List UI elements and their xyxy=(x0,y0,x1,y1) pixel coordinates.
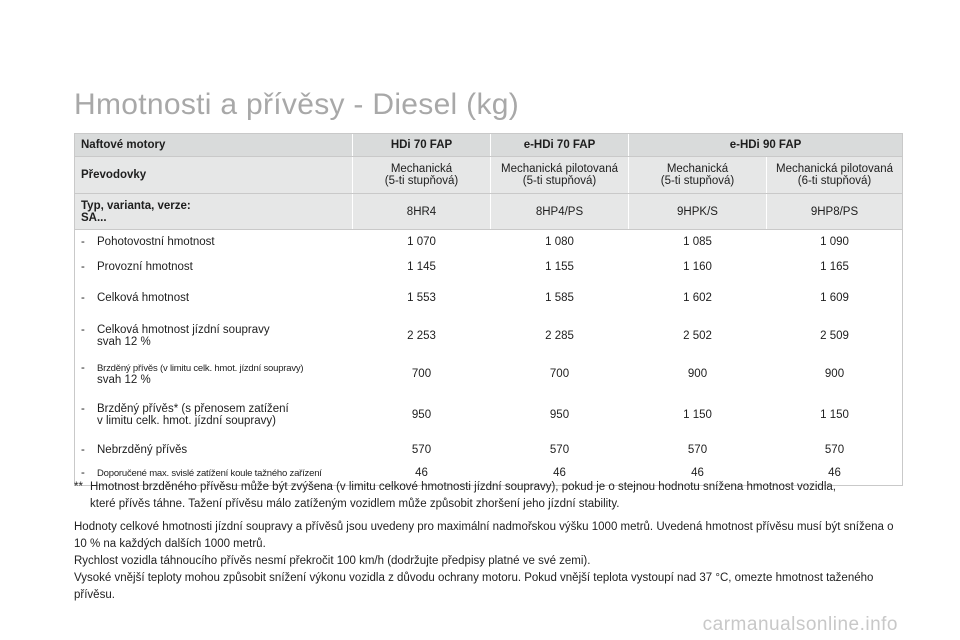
table-row xyxy=(75,438,903,462)
table-cell: 1 090 xyxy=(767,230,903,254)
table-cell: 1 070 xyxy=(353,230,491,254)
engine-header: HDi 70 FAP xyxy=(353,134,491,157)
table-row xyxy=(75,254,903,280)
table-cell: 900 xyxy=(629,356,767,392)
gearbox-cell: Mechanická pilotovaná (5-ti stupňová) xyxy=(491,157,629,194)
type-cell: 9HPK/S xyxy=(629,194,767,230)
footnote-line-2: které přívěs táhne. Tažení přívěsu málo zatíženým vozidlem může způsobit zhoršení jeho jízdní stability. xyxy=(90,498,620,510)
table-cell: 46 xyxy=(491,462,629,486)
engine-header: e-HDi 90 FAP xyxy=(629,134,903,157)
table-cell: 900 xyxy=(767,356,903,392)
table-cell: 1 155 xyxy=(491,254,629,280)
weights-table xyxy=(74,133,903,486)
table-header-row xyxy=(75,134,903,157)
table-cell: 570 xyxy=(353,438,491,462)
table-cell: 950 xyxy=(353,392,491,438)
footnote-line-1: Hmotnost brzděného přívěsu může být zvýšena (v limitu celkové hmotnosti jízdní soupravy), pokud je o stejnou hodnotu snížena hmotnost vozidla, xyxy=(90,481,836,493)
note-paragraph: Hodnoty celkové hmotnosti jízdní soupravy a přívěsů jsou uvedeny pro maximální nadmořskou výšku 1000 metrů. Uvedená hmotnost přívěsu musí být snížena o 10 % na každých dalších 1000 metrů. xyxy=(74,521,894,550)
type-cell: 8HR4 xyxy=(353,194,491,230)
table-row xyxy=(75,356,903,392)
gearbox-cell: Mechanická (5-ti stupňová) xyxy=(353,157,491,194)
table-cell: 1 085 xyxy=(629,230,767,254)
type-label: Typ, varianta, verze: SA... xyxy=(75,194,353,230)
row-label: - Doporučené max. svislé zatížení koule tažného zařízení xyxy=(75,462,353,486)
type-cell: 8HP4/PS xyxy=(491,194,629,230)
table-cell: 1 165 xyxy=(767,254,903,280)
table-cell: 46 xyxy=(767,462,903,486)
row-label: - Celková hmotnost xyxy=(75,280,353,316)
table-cell: 2 509 xyxy=(767,316,903,356)
gearbox-row xyxy=(75,157,903,194)
table-cell: 2 285 xyxy=(491,316,629,356)
footnote-marker: ** xyxy=(74,481,83,493)
table-cell: 1 609 xyxy=(767,280,903,316)
table-cell: 1 160 xyxy=(629,254,767,280)
table-cell: 700 xyxy=(353,356,491,392)
table-cell: 570 xyxy=(491,438,629,462)
table-cell: 700 xyxy=(491,356,629,392)
gearbox-label: Převodovky xyxy=(75,157,353,194)
table-cell: 1 553 xyxy=(353,280,491,316)
table-cell: 1 080 xyxy=(491,230,629,254)
table-cell: 2 502 xyxy=(629,316,767,356)
note-paragraph: Vysoké vnější teploty mohou způsobit snížení výkonu vozidla z důvodu ochrany motoru. Pokud vnější teplota vystoupí nad 37 °C, omezte hmotnost taženého přívěsu. xyxy=(74,572,874,601)
table-cell: 570 xyxy=(767,438,903,462)
table-cell: 46 xyxy=(629,462,767,486)
note-paragraph: Rychlost vozidla táhnoucího přívěs nesmí překročit 100 km/h (dodržujte předpisy platné ve své zemi). xyxy=(74,555,591,567)
table-row xyxy=(75,316,903,356)
table-cell: 1 585 xyxy=(491,280,629,316)
page-title: Hmotnosti a přívěsy - Diesel (kg) xyxy=(74,88,520,121)
table-cell: 2 253 xyxy=(353,316,491,356)
row-label: - Nebrzděný přívěs xyxy=(75,438,353,462)
table-row xyxy=(75,280,903,316)
row-label: - Celková hmotnost jízdní soupravy svah 12 % xyxy=(75,316,353,356)
row-label: - Pohotovostní hmotnost xyxy=(75,230,353,254)
gearbox-cell: Mechanická (5-ti stupňová) xyxy=(629,157,767,194)
engine-header: e-HDi 70 FAP xyxy=(491,134,629,157)
header-label: Naftové motory xyxy=(75,134,353,157)
table-row xyxy=(75,392,903,438)
footnote xyxy=(74,479,904,513)
table-cell: 1 150 xyxy=(629,392,767,438)
table-cell: 570 xyxy=(629,438,767,462)
row-label: - Brzděný přívěs* (s přenosem zatížení v limitu celk. hmot. jízdní soupravy) xyxy=(75,392,353,438)
table-cell: 1 150 xyxy=(767,392,903,438)
table-cell: 46 xyxy=(353,462,491,486)
table-cell: 1 602 xyxy=(629,280,767,316)
row-label: - Provozní hmotnost xyxy=(75,254,353,280)
watermark: carmanualsonline.info xyxy=(702,614,898,635)
type-cell: 9HP8/PS xyxy=(767,194,903,230)
gearbox-cell: Mechanická pilotovaná (6-ti stupňová) xyxy=(767,157,903,194)
table-cell: 1 145 xyxy=(353,254,491,280)
notes-paragraphs xyxy=(74,519,904,604)
row-label: - Brzděný přívěs (v limitu celk. hmot. jízdní soupravy) svah 12 % xyxy=(75,356,353,392)
table-cell: 950 xyxy=(491,392,629,438)
table-row xyxy=(75,230,903,254)
type-row xyxy=(75,194,903,230)
